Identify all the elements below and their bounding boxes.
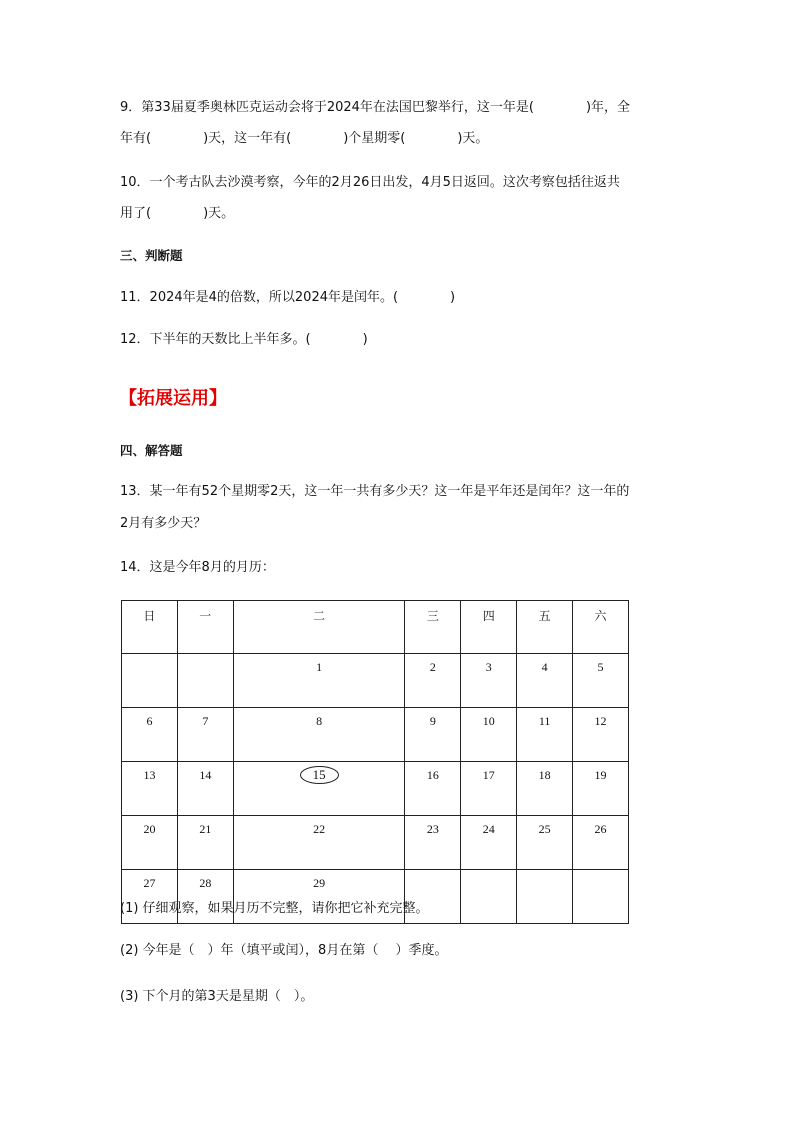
calendar-day-cell: 10 <box>461 708 517 762</box>
weekday-header: 五 <box>517 601 573 654</box>
calendar-day-cell: 27 <box>122 870 178 924</box>
calendar-day-cell: 18 <box>517 762 573 816</box>
calendar-day-cell: 23 <box>405 816 461 870</box>
weekday-header: 六 <box>573 601 629 654</box>
calendar-day-cell: 21 <box>177 816 233 870</box>
calendar-day-cell: 8 <box>233 708 405 762</box>
q9-line2: 年有( )天，这一年有( )个星期零( )天。 <box>120 131 489 146</box>
calendar-day-cell: 3 <box>461 654 517 708</box>
weekday-header: 一 <box>177 601 233 654</box>
subquestion-2: (2) 今年是（ ）年（填平或闰），8月在第（ ）季度。 <box>120 943 448 958</box>
calendar-day-cell: 1 <box>233 654 405 708</box>
calendar-day-cell: 19 <box>573 762 629 816</box>
calendar-day-cell: 24 <box>461 816 517 870</box>
calendar-day-cell <box>461 870 517 924</box>
calendar-week-row <box>122 654 629 708</box>
calendar-header-row <box>122 601 629 654</box>
calendar-day-cell: 16 <box>405 762 461 816</box>
calendar-day-cell: 28 <box>177 870 233 924</box>
extension-title: 【拓展运用】 <box>119 388 227 409</box>
calendar-table <box>121 600 629 924</box>
calendar-day-cell: 9 <box>405 708 461 762</box>
calendar-week-row <box>122 708 629 762</box>
calendar-day-cell: 4 <box>517 654 573 708</box>
weekday-header: 四 <box>461 601 517 654</box>
q11: 11．2024年是4的倍数，所以2024年是闰年。( ) <box>120 290 456 305</box>
calendar-day-cell: 22 <box>233 816 405 870</box>
q10-line1: 10．一个考古队去沙漠考察，今年的2月26日出发，4月5日返回。这次考察包括往返共 <box>120 175 620 190</box>
subquestion-3: (3) 下个月的第3天是星期（ ）。 <box>120 989 314 1004</box>
calendar-day-cell: 17 <box>461 762 517 816</box>
calendar-day-cell <box>177 654 233 708</box>
calendar-day-cell <box>573 870 629 924</box>
calendar-day-cell: 12 <box>573 708 629 762</box>
calendar-day-cell: 14 <box>177 762 233 816</box>
weekday-header: 二 <box>233 601 405 654</box>
calendar-day-cell: 13 <box>122 762 178 816</box>
calendar-day-cell: 2 <box>405 654 461 708</box>
calendar-day-cell: 5 <box>573 654 629 708</box>
calendar-day-cell: 26 <box>573 816 629 870</box>
q9-line1: 9．第33届夏季奥林匹克运动会将于2024年在法国巴黎举行，这一年是( )年，全 <box>120 100 631 115</box>
calendar-day-cell: 25 <box>517 816 573 870</box>
calendar-week-row <box>122 816 629 870</box>
calendar-day-cell: 29 <box>233 870 405 924</box>
circled-day: 15 <box>300 766 339 784</box>
calendar-day-cell: 7 <box>177 708 233 762</box>
weekday-header: 三 <box>405 601 461 654</box>
calendar-day-cell: 11 <box>517 708 573 762</box>
q12: 12．下半年的天数比上半年多。( ) <box>120 332 368 347</box>
section-answer-heading: 四、解答题 <box>120 443 183 458</box>
calendar-day-cell: 20 <box>122 816 178 870</box>
q13-line1: 13．某一年有52个星期零2天，这一年一共有多少天？这一年是平年还是闰年？这一年的 <box>120 484 630 499</box>
q13-line2: 2月有多少天？ <box>120 516 207 531</box>
section-judgment-heading: 三、判断题 <box>120 248 183 263</box>
calendar-day-cell: 6 <box>122 708 178 762</box>
q14: 14．这是今年8月的月历： <box>120 560 275 575</box>
weekday-header: 日 <box>122 601 178 654</box>
calendar-week-row <box>122 762 629 816</box>
q10-line2: 用了( )天。 <box>120 206 235 221</box>
calendar-day-cell <box>122 654 178 708</box>
calendar-day-cell-circled <box>233 762 405 816</box>
calendar-day-cell <box>517 870 573 924</box>
subquestion-1: (1) 仔细观察，如果月历不完整，请你把它补充完整。 <box>120 901 429 916</box>
